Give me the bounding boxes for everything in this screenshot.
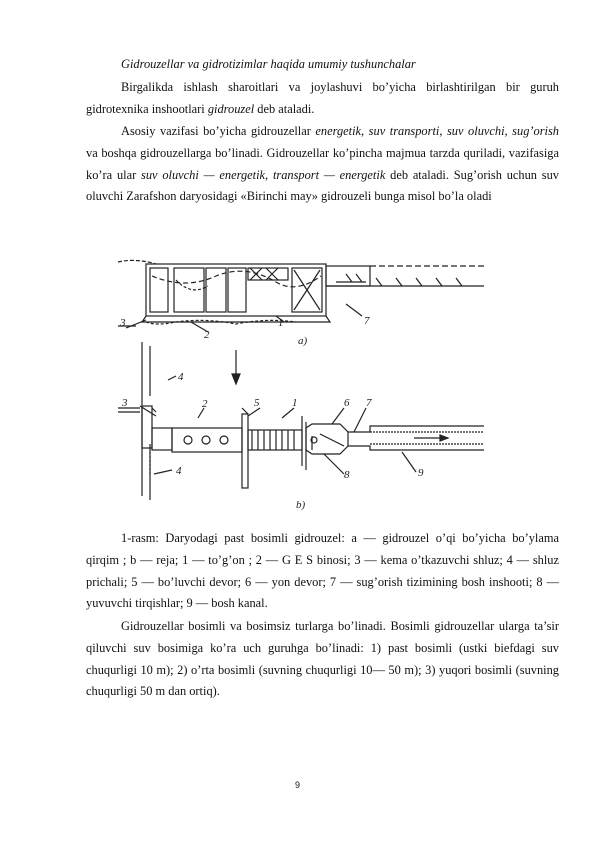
paragraph-definition (86, 77, 559, 121)
figure-caption: 1-rasm: Daryodagi past bosimli gidrouzel: a — gidrouzel o’qi bo’yicha bo’ylama qirqim ; b — reja; 1 — to’g’on ; 2 — G E S binosi; 3 — kema o’tkazuvchi shluz; 4 — shluz prichali; 5 — bo’luvchi devor; 6 — yon devor; 7 — sug’orish tizimining bosh inshooti; 8 — yuvuvchi tirqishlar; 9 — bosh kanal. (86, 531, 559, 611)
hydro-scheme-figure (116, 256, 486, 512)
fig-label-b-3: 3 (122, 397, 128, 409)
fig-label-b-1: 1 (292, 397, 298, 409)
section-heading: Gidrouzellar va gidrotizimlar haqida umumiy tushunchalar (121, 57, 416, 71)
text-segment: deb ataladi. Sug’orish uchun suv oluvchi Zarafshon daryosidagi «Birinchi may» gidrouzeli bunga misol bo’la oladi (86, 167, 560, 204)
text-segment: va boshqa gidrouzellarga bo’linadi. Gidrouzellar ko’pincha majmua tarzda quriladi, vazifasiga ko’ra ular (86, 145, 559, 182)
text-segment: Asosiy vazifasi bo’yicha gidrouzellar (121, 124, 316, 138)
fig-label-b-2: 2 (202, 398, 208, 410)
fig-label-b-6: 6 (344, 397, 350, 409)
fig-label-a-7: 7 (364, 315, 370, 327)
fig-label-a-1: 1 (278, 317, 284, 329)
text-segment: deb ataladi. (254, 101, 315, 116)
term-italic: gidrouzel (207, 101, 255, 116)
paragraph-pressure-types: Gidrouzellar bosimli va bosimsiz turlarga bo’linadi. Bosimli gidrouzellar ularga ta’sir qiluvchi suv bosimiga ko’ra uch guruhga bo’linadi: 1) past bosimli (ustki biefdagi suv chuqurligi 10 m); 2) o’rta bosimli (suvning chuqurligi 10— 50 m); 3) yuqori bosimli (suvning chuqurligi 50 m dan ortiq). (86, 619, 559, 699)
fig-label-b-5: 5 (254, 397, 260, 409)
fig-label-a-2: 2 (204, 329, 210, 341)
fig-label-b: b) (296, 499, 306, 511)
term-italic: suv oluvchi — energetik, transport — energetik (141, 167, 386, 182)
paragraph-classification (86, 121, 559, 208)
fig-label-b-4-top: 4 (178, 371, 184, 383)
text-segment: Birgalikda ishlash sharoitlari va joylashuvi bo’yicha birlashtirilgan bir guruh gidrotexnika inshootlari (86, 80, 559, 116)
fig-label-a: a) (298, 335, 308, 347)
fig-label-b-4-bottom: 4 (176, 465, 182, 477)
fig-label-b-9: 9 (418, 467, 424, 479)
page-number: 9 (294, 780, 300, 790)
fig-label-b-8: 8 (344, 469, 350, 481)
fig-label-b-7: 7 (366, 397, 372, 409)
fig-label-a-3: 3 (120, 317, 126, 329)
term-italic: energetik, suv transporti, suv oluvchi, sug’orish (315, 124, 559, 138)
